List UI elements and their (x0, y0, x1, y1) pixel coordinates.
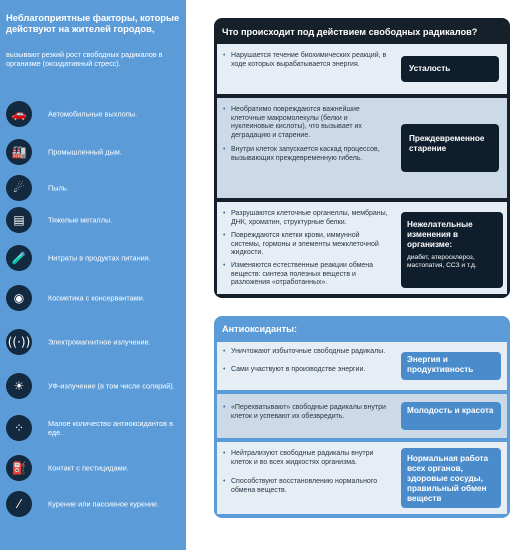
factor-item (6, 322, 182, 362)
factor-item (6, 408, 182, 448)
factor-item (6, 448, 182, 488)
radiation-icon: ((·)) (6, 329, 32, 355)
antioxidants-row (217, 342, 507, 390)
radicals-row (217, 98, 507, 198)
effect-title: Преждевременное старение (409, 134, 485, 153)
factor-label: Тяжелые металлы. (48, 215, 113, 225)
factor-label: Курение или пассивное курение. (48, 499, 160, 509)
factory-icon: 🏭 (6, 139, 32, 165)
factor-item (6, 366, 182, 406)
radicals-row (217, 44, 507, 94)
effect-title: Усталость (409, 64, 451, 73)
factor-item (6, 200, 182, 240)
factor-label: Косметика с консервантами. (48, 293, 145, 303)
cosmetics-icon: ◉ (6, 285, 32, 311)
factors-description: вызывают резкий рост свободных радикалов в организме (оксидативный стресс). (6, 50, 163, 69)
effect-box: Нормальная работа всех органов, здоровые сосуды, правильный обмен веществ (401, 448, 501, 508)
spray-icon: ⛽ (6, 455, 32, 481)
antioxidants-title: Антиоксиданты: (222, 324, 298, 334)
molecule-icon: ⁘ (6, 415, 32, 441)
factor-label: Электромагнитное излучение. (48, 337, 151, 347)
factor-label: Нитраты в продуктах питания. (48, 253, 151, 263)
test-tubes-icon: 🧪 (6, 245, 32, 271)
bullet-text: • Разрушаются клеточные органеллы, мембраны, ДНК, хроматин, структурные белки. (223, 210, 391, 227)
effect-box (401, 124, 499, 172)
factor-item (6, 278, 182, 318)
radicals-row (217, 202, 507, 294)
effect-subtitle: диабет, атеросклероз, мастопатия, ССЗ и т.д. (407, 254, 477, 270)
car-icon: 🚗 (6, 101, 32, 127)
effect-box (401, 212, 503, 288)
effect-title: Нежелательные изменения в организме: (407, 220, 473, 249)
factor-label: Промышленный дым. (48, 147, 122, 157)
factor-label: УФ-излучение (в том числе солярий). (48, 381, 175, 391)
sun-icon: ☀ (6, 373, 32, 399)
metals-icon: ▤ (6, 207, 32, 233)
factor-label: Малое количество антиоксидантов в еде. (48, 419, 173, 437)
radicals-title: Что происходит под действием свободных радикалов? (222, 27, 478, 37)
bullet-text: • Нейтрализуют свободные радикалы внутри клеток и во всех жидкостях организма. (223, 450, 391, 467)
factor-item (6, 94, 182, 134)
bullet-text: • «Перехватывают» свободные радикалы внутри клеток и успевают их обезвредить. (223, 404, 391, 421)
factor-item (6, 484, 182, 524)
factors-title: Неблагоприятные факторы, которые действуют на жителей городов, (6, 12, 180, 34)
antioxidants-row (217, 442, 507, 514)
cigarette-icon: ⁄ (6, 491, 32, 517)
radicals-card (214, 18, 510, 298)
factors-panel (0, 0, 186, 550)
bullet-text: • Способствуют восстановлению нормального обмена веществ. (223, 478, 391, 495)
factor-label: Автомобильные выхлопы. (48, 109, 138, 119)
bullet-text: • Сами участвуют в производстве энергии. (223, 366, 391, 375)
effect-box: Молодость и красота (401, 402, 501, 430)
bullet-text: • Нарушается течение биохимических реакций, в ходе которых вырабатывается энергия. (223, 52, 391, 69)
factor-item (6, 132, 182, 172)
bullet-text: • Внутри клеток запускается каскад процессов, вызывающих преждевременную гибель. (223, 146, 391, 163)
factor-label: Контакт с пестицидами. (48, 463, 129, 473)
factor-label: Пыль. (48, 183, 69, 193)
bullet-text: • Необратимо повреждаются важнейшие клеточные макромолекулы (белки и нуклеиновые кислоты), что вызывает их деградацию и старение. (223, 106, 391, 140)
dust-icon: ☄ (6, 175, 32, 201)
antioxidants-card (214, 316, 510, 518)
bullet-text: • Уничтожают избыточные свободные радикалы. (223, 348, 391, 357)
antioxidants-row (217, 394, 507, 438)
bullet-text: • Повреждаются клетки крови, иммунной системы, гормоны и элементы межклеточной жидкости. (223, 232, 391, 258)
factor-item (6, 238, 182, 278)
effect-box: Энергия и продуктивность (401, 352, 501, 380)
bullet-text: • Изменяются естественные реакции обмена веществ: синтеза полезных веществ и разложения «отработанных». (223, 262, 391, 288)
effect-box (401, 56, 499, 82)
